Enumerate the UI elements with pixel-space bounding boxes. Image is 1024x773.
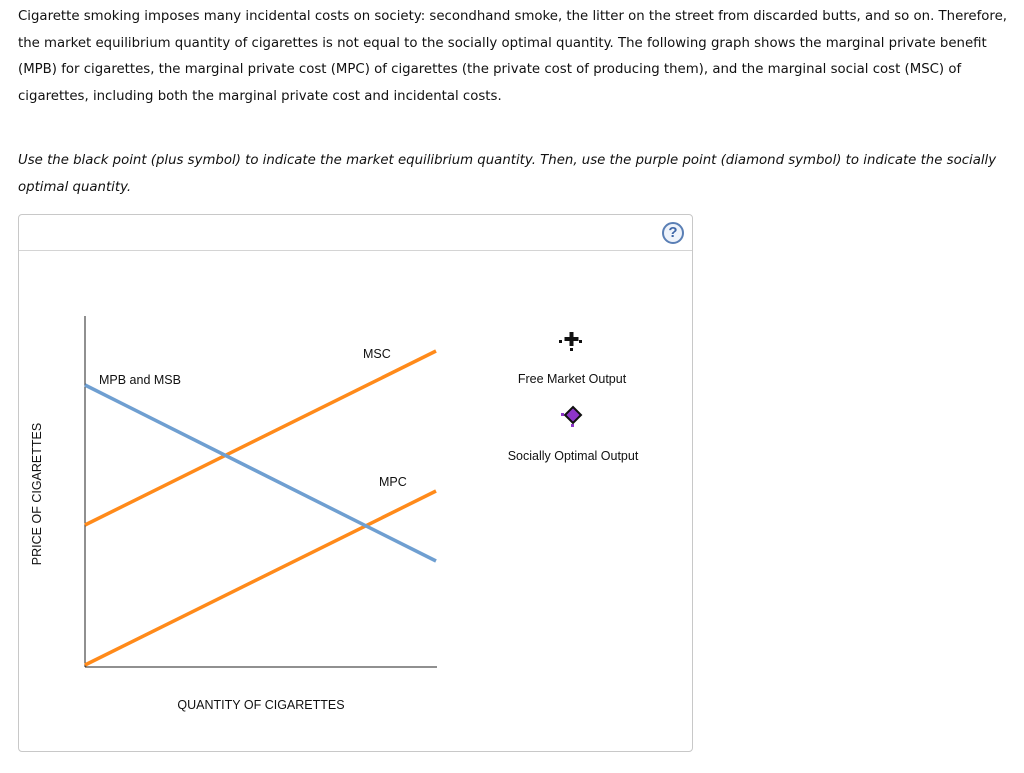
plus-handle-left	[559, 340, 562, 343]
msc-curve-label: MSC	[363, 347, 391, 361]
diamond-point-tool[interactable]	[561, 407, 581, 427]
plus-point-tool[interactable]	[559, 332, 582, 351]
mpc-curve-label: MPC	[379, 475, 407, 489]
free-market-output-label: Free Market Output	[517, 372, 627, 386]
intro-paragraph: Cigarette smoking imposes many incidental costs on society: secondhand smoke, the litter on the street from discarded butts, and so on. Therefore, the market equilibrium quantity of cigarettes is not equal to the socially optimal quantity. The following graph shows the marginal private benefit (MPB) for cigarettes, the marginal private cost (MPC) of cigarettes (the private cost of producing them), and the marginal social cost (MSC) of cigarettes, including both the marginal private cost and incidental costs.	[18, 9, 1008, 104]
mpc-curve[interactable]	[85, 491, 436, 665]
plus-handle-right	[579, 340, 582, 343]
demand-curve[interactable]	[85, 385, 436, 561]
socially-optimal-output-label: Socially Optimal Output	[507, 449, 639, 463]
diamond-icon	[565, 407, 581, 423]
help-icon[interactable]: ?	[662, 222, 684, 244]
diamond-handle-left	[561, 413, 564, 416]
x-axis-label: QUANTITY OF CIGARETTES	[177, 698, 345, 712]
instruction-paragraph: Use the black point (plus symbol) to indicate the market equilibrium quantity. Then, use the purple point (diamond symbol) to indicate the socially optimal quantity.	[18, 153, 997, 195]
graph-canvas[interactable]	[19, 215, 692, 751]
diamond-handle-bottom	[571, 424, 574, 427]
plus-handle-bottom	[570, 348, 573, 351]
demand-curve-label: MPB and MSB	[99, 373, 181, 387]
graph-panel	[18, 214, 693, 752]
y-axis-label: PRICE OF CIGARETTES	[30, 422, 44, 566]
plus-icon-horizontal	[565, 337, 579, 341]
